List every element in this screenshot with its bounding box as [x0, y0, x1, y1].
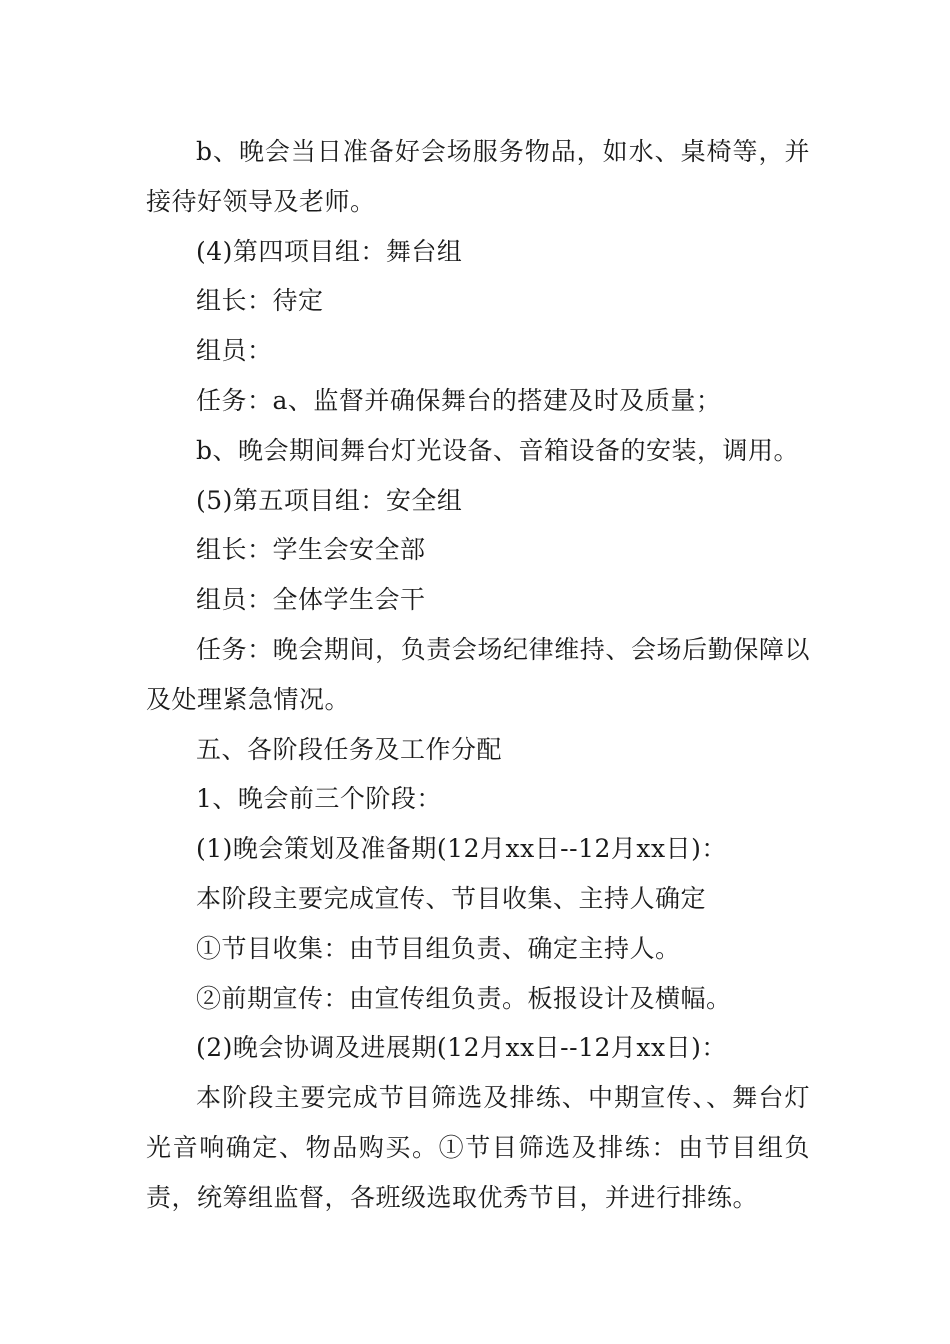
paragraph-stage-one-summary: 本阶段主要完成宣传、节目收集、主持人确定 — [196, 883, 707, 913]
paragraph-group-four-task-a: 任务：a、监督并确保舞台的搭建及时及质量； — [196, 385, 722, 415]
paragraph-group-four-task-b: b、晚会期间舞台灯光设备、音箱设备的安装，调用。 — [196, 435, 800, 465]
paragraph-group-four-members: 组员： — [196, 336, 273, 366]
paragraph-stage-two-summary: 本阶段主要完成节目筛选及排练、中期宣传、、舞台灯光音响确定、物品购买。①节目筛选及排练：由节目组负责，统筹组监督，各班级选取优秀节目，并进行排练。 — [146, 1083, 810, 1212]
paragraph-program-collection: ①节目收集：由节目组负责、确定主持人。 — [196, 933, 681, 963]
paragraph-stage-one-heading: (1)晚会策划及准备期(12月xx日--12月xx日)： — [196, 834, 727, 864]
document-body — [146, 127, 810, 1223]
paragraph-pre-event-stages: 1、晚会前三个阶段： — [196, 784, 442, 814]
paragraph-group-five-task: 任务：晚会期间，负责会场纪律维持、会场后勤保障以及处理紧急情况。 — [146, 634, 810, 714]
paragraph-group-five-heading: (5)第五项目组：安全组 — [196, 485, 463, 515]
paragraph-stage-two-heading: (2)晚会协调及进展期(12月xx日--12月xx日)： — [196, 1033, 727, 1063]
paragraph-service-items: b、晚会当日准备好会场服务物品，如水、桌椅等，并接待好领导及老师。 — [146, 137, 810, 216]
paragraph-group-four-leader: 组长：待定 — [196, 286, 324, 316]
paragraph-group-five-members: 组员：全体学生会干 — [196, 585, 426, 615]
paragraph-group-five-leader: 组长：学生会安全部 — [196, 535, 426, 565]
section-heading-stage-tasks: 五、各阶段任务及工作分配 — [196, 734, 503, 764]
paragraph-early-publicity: ②前期宣传：由宣传组负责。板报设计及横幅。 — [196, 983, 732, 1013]
paragraph-group-four-heading: (4)第四项目组：舞台组 — [196, 236, 463, 266]
